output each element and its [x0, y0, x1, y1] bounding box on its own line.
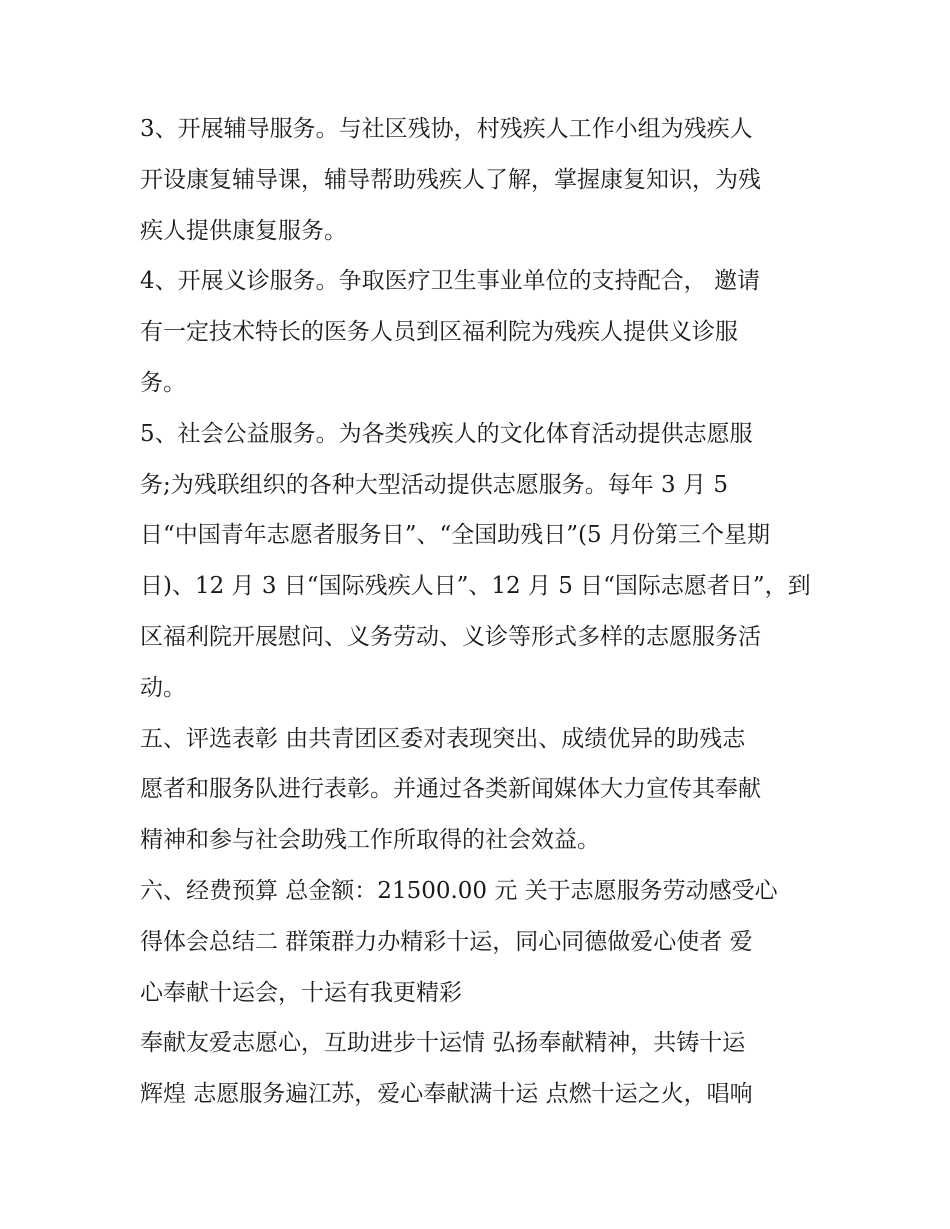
- text-line: 有一定技术特长的医务人员到区福利院为残疾人提供义诊服: [140, 319, 738, 346]
- text-line: 精神和参与社会助残工作所取得的社会效益。: [140, 827, 600, 854]
- text-line: 五、评选表彰 由共青团区委对表现突出、成绩优异的助残志: [140, 725, 746, 752]
- text-line: 5、社会公益服务。为各类残疾人的文化体育活动提供志愿服: [140, 420, 753, 447]
- text-line: 得体会总结二 群策群力办精彩十运，同心同德做爱心使者 爱: [140, 928, 753, 955]
- text-line: 务。: [140, 369, 186, 396]
- text-line: 疾人提供康复服务。: [140, 217, 347, 244]
- text-line: 区福利院开展慰问、义务劳动、义诊等形式多样的志愿服务活: [140, 623, 761, 650]
- text-line: 动。: [140, 674, 186, 701]
- text-line: 六、经费预算 总金额：21500.00 元 关于志愿服务劳动感受心: [140, 877, 778, 904]
- text-line: 心奉献十运会，十运有我更精彩: [140, 979, 462, 1006]
- text-line: 辉煌 志愿服务遍江苏，爱心奉献满十运 点燃十运之火，唱响: [140, 1081, 753, 1108]
- text-line: 日“中国青年志愿者服务日”、“全国助残日”(5 月份第三个星期: [140, 522, 770, 549]
- text-line: 务;为残联组织的各种大型活动提供志愿服务。每年 3 月 5: [140, 471, 728, 498]
- document-body: [140, 104, 830, 1120]
- text-line: 愿者和服务队进行表彰。并通过各类新闻媒体大力宣传其奉献: [140, 776, 761, 803]
- text-line: 4、开展义诊服务。争取医疗卫生事业单位的支持配合， 邀请: [140, 268, 760, 295]
- text-line: 3、开展辅导服务。与社区残协，村残疾人工作小组为残疾人: [140, 116, 753, 142]
- text-line: 日)、12 月 3 日“国际残疾人日”、12 月 5 日“国际志愿者日”，到: [140, 573, 811, 600]
- text-line: 开设康复辅导课，辅导帮助残疾人了解，掌握康复知识，为残: [140, 166, 761, 193]
- text-line: 奉献友爱志愿心，互助进步十运情 弘扬奉献精神，共铸十运: [140, 1030, 746, 1057]
